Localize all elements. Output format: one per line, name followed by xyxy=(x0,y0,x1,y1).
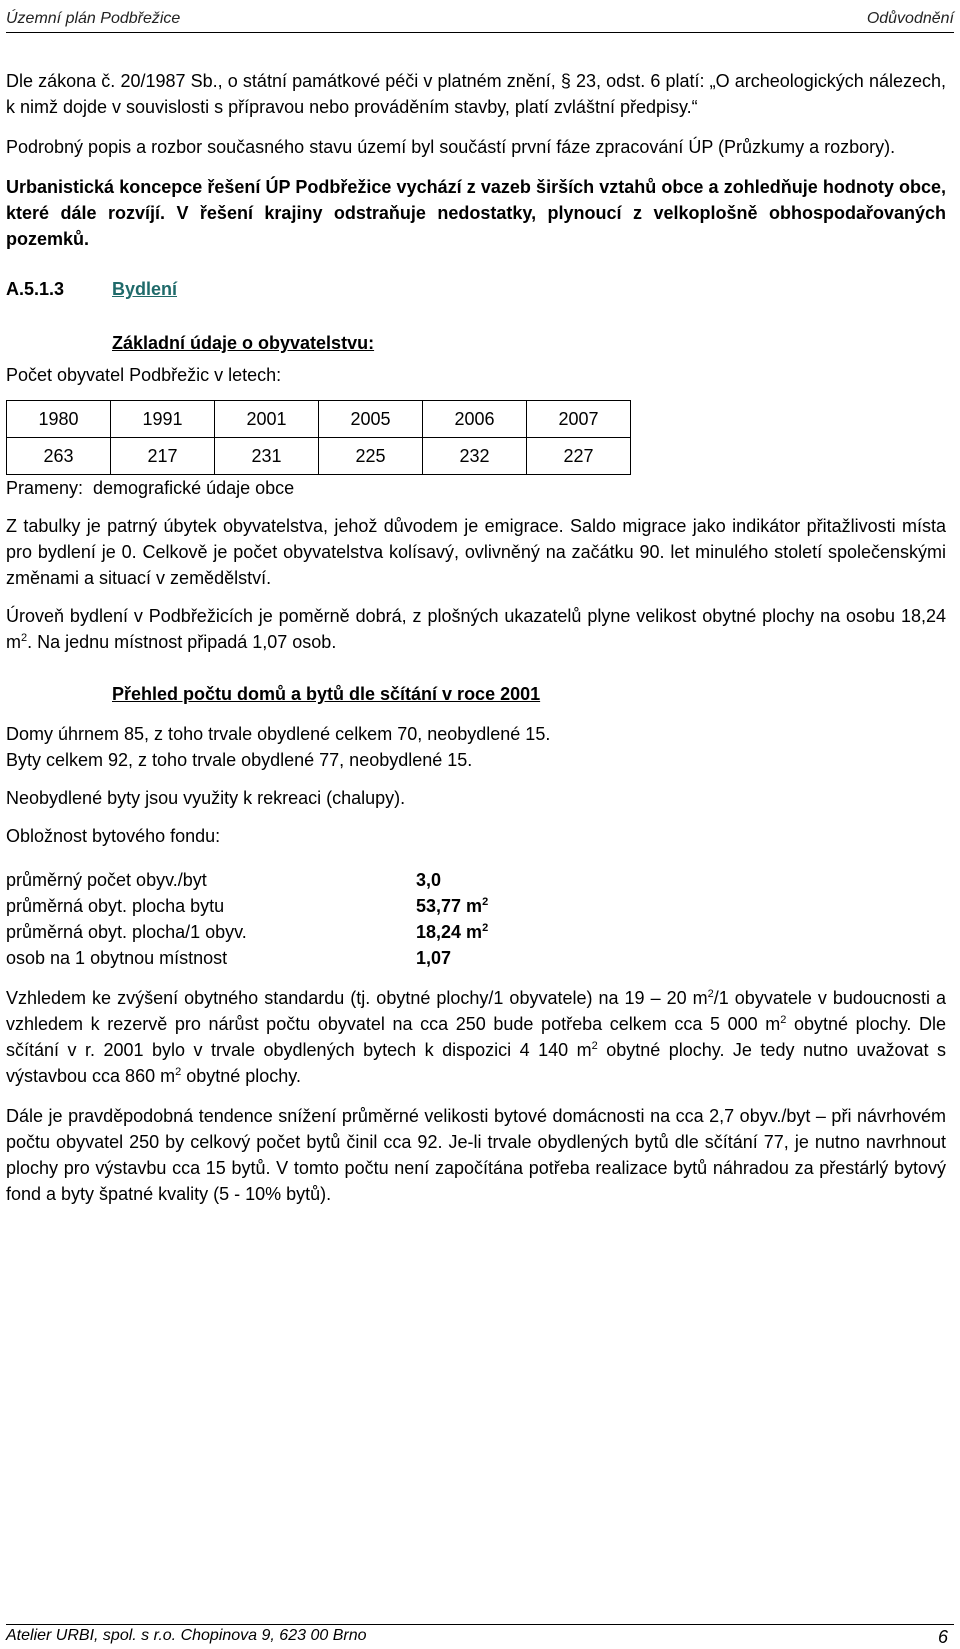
stat-label: průměrný počet obyv./byt xyxy=(6,870,207,890)
stat-row xyxy=(6,893,946,919)
table-cell: 2007 xyxy=(527,401,631,438)
stat-value-text: 18,24 m xyxy=(416,922,483,942)
concept-paragraph: Urbanistická koncepce řešení ÚP Podbřežice vychází z vazeb širších vztahů obce a zohledňuje hodnoty obce, které dále rozvíjí. V řešení krajiny odstraňuje nedostatky, plynoucí z velkoplošně obhospodařovaných pozemků. xyxy=(6,177,946,249)
outlook-text: obytné plochy. xyxy=(181,1066,301,1086)
table-cell: 231 xyxy=(215,438,319,475)
table-cell: 232 xyxy=(423,438,527,475)
table-cell: 263 xyxy=(7,438,111,475)
stat-value xyxy=(416,919,488,945)
table-cell: 2005 xyxy=(319,401,423,438)
page-footer xyxy=(6,1624,954,1649)
section-heading xyxy=(6,276,946,302)
table-cell: 2006 xyxy=(423,401,527,438)
superscript: 2 xyxy=(175,1066,182,1078)
flats-count: Byty celkem 92, z toho trvale obydlené 77, neobydlené 15. xyxy=(6,750,473,770)
stat-value-text: 53,77 m xyxy=(416,896,483,916)
page-content xyxy=(6,68,946,1207)
table-row-values xyxy=(7,438,631,475)
stat-row xyxy=(6,945,946,971)
stat-value: 3,0 xyxy=(416,870,442,890)
superscript: 2 xyxy=(482,922,489,934)
section-title: Bydlení xyxy=(112,279,178,299)
table-cell: 1980 xyxy=(7,401,111,438)
population-heading: Základní údaje o obyvatelstvu: xyxy=(112,333,375,353)
outlook-text: obytné plochy. Je tedy nutno uvažovat s výstavbou cca 860 m xyxy=(6,1040,947,1086)
population-analysis: Z tabulky je patrný úbytek obyvatelstva, jehož důvodem je emigrace. Saldo migrace jako indikátor přitažlivosti místa pro bydlení je 0. Celkově je počet obyvatelstva kolísavý, ovlivněný na začátku 90. let minulého století společenskými změnami a situací v zemědělství. xyxy=(6,516,946,588)
header-section: Odůvodnění xyxy=(866,10,954,27)
unoccupied-note: Neobydlené byty jsou využity k rekreaci (chalupy). xyxy=(6,788,406,808)
superscript: 2 xyxy=(780,1014,787,1026)
housing-heading: Přehled počtu domů a bytů dle sčítání v roce 2001 xyxy=(112,684,541,704)
stat-label: osob na 1 obytnou místnost xyxy=(6,948,228,968)
occupancy-label: Obložnost bytového fondu: xyxy=(6,826,221,846)
outlook-paragraph xyxy=(6,985,946,1089)
table-cell: 1991 xyxy=(111,401,215,438)
stat-row xyxy=(6,919,946,945)
stats-list xyxy=(6,867,946,971)
footer-company: Atelier URBI, spol. s r.o. Chopinova 9, 623 00 Brno xyxy=(6,1627,367,1644)
stat-value: 1,07 xyxy=(416,948,452,968)
stat-label: průměrná obyt. plocha bytu xyxy=(6,896,225,916)
table-cell: 217 xyxy=(111,438,215,475)
superscript: 2 xyxy=(21,632,28,644)
superscript: 2 xyxy=(482,896,489,908)
analysis-paragraph: Podrobný popis a rozbor současného stavu území byl součástí první fáze zpracování ÚP (Průzkumy a rozbory). xyxy=(6,137,896,157)
page-header xyxy=(6,8,954,33)
table-cell: 2001 xyxy=(215,401,319,438)
table-cell: 225 xyxy=(319,438,423,475)
header-title: Územní plán Podbřežice xyxy=(6,10,181,27)
section-number: A.5.1.3 xyxy=(6,279,65,299)
page-number: 6 xyxy=(937,1627,948,1647)
superscript: 2 xyxy=(707,988,714,1000)
housing-level-text: Úroveň bydlení v Podbřežicích je poměrně dobrá, z plošných ukazatelů plyne velikost obytné plochy na osobu 18,24 m xyxy=(6,606,946,652)
table-cell: 227 xyxy=(527,438,631,475)
household-paragraph: Dále je pravděpodobná tendence snížení průměrné velikosti bytové domácnosti na cca 2,7 obyv./byt – při návrhovém počtu obyvatel 250 by celkový počet bytů činil cca 92. Je-li trvale obydlených bytů dle sčítání 77, je nutno navrhnout plochy pro výstavbu cca 15 bytů. V tomto počtu není započítána potřeba realizace bytů náhradou za přestárlý bytový fond a byty špatné kvality (5 - 10% bytů). xyxy=(6,1106,946,1204)
housing-level-text-end: . Na jednu místnost připadá 1,07 osob. xyxy=(27,632,337,652)
housing-level xyxy=(6,603,946,655)
stat-value xyxy=(416,893,488,919)
law-paragraph: Dle zákona č. 20/1987 Sb., o státní památkové péči v platném znění, § 23, odst. 6 platí: „O archeologických nálezech, k nimž dojde v souvislosti s přípravou nebo prováděním stavby, platí zvláštní předpisy.“ xyxy=(6,71,946,117)
stat-label: průměrná obyt. plocha/1 obyv. xyxy=(6,922,247,942)
outlook-text: /1 obyvatele v budoucnosti a vzhledem k rezervě pro nárůst počtu obyvatel na cca 250 bude potřeba celkem cca 5 000 m xyxy=(6,988,946,1034)
population-intro: Počet obyvatel Podbřežic v letech: xyxy=(6,365,282,385)
table-row-years xyxy=(7,401,631,438)
houses-count: Domy úhrnem 85, z toho trvale obydlené celkem 70, neobydlené 15. xyxy=(6,724,551,744)
outlook-text: obytné plochy. Dle sčítání v r. 2001 bylo v trvale obydlených bytech k dispozici 4 140 m xyxy=(6,1014,946,1060)
superscript: 2 xyxy=(591,1040,598,1052)
stat-row xyxy=(6,867,946,893)
outlook-text: Vzhledem ke zvýšení obytného standardu (tj. obytné plochy/1 obyvatele) na 19 – 20 m xyxy=(6,988,708,1008)
table-source: Prameny: demografické údaje obce xyxy=(6,478,295,498)
population-table xyxy=(6,400,631,475)
